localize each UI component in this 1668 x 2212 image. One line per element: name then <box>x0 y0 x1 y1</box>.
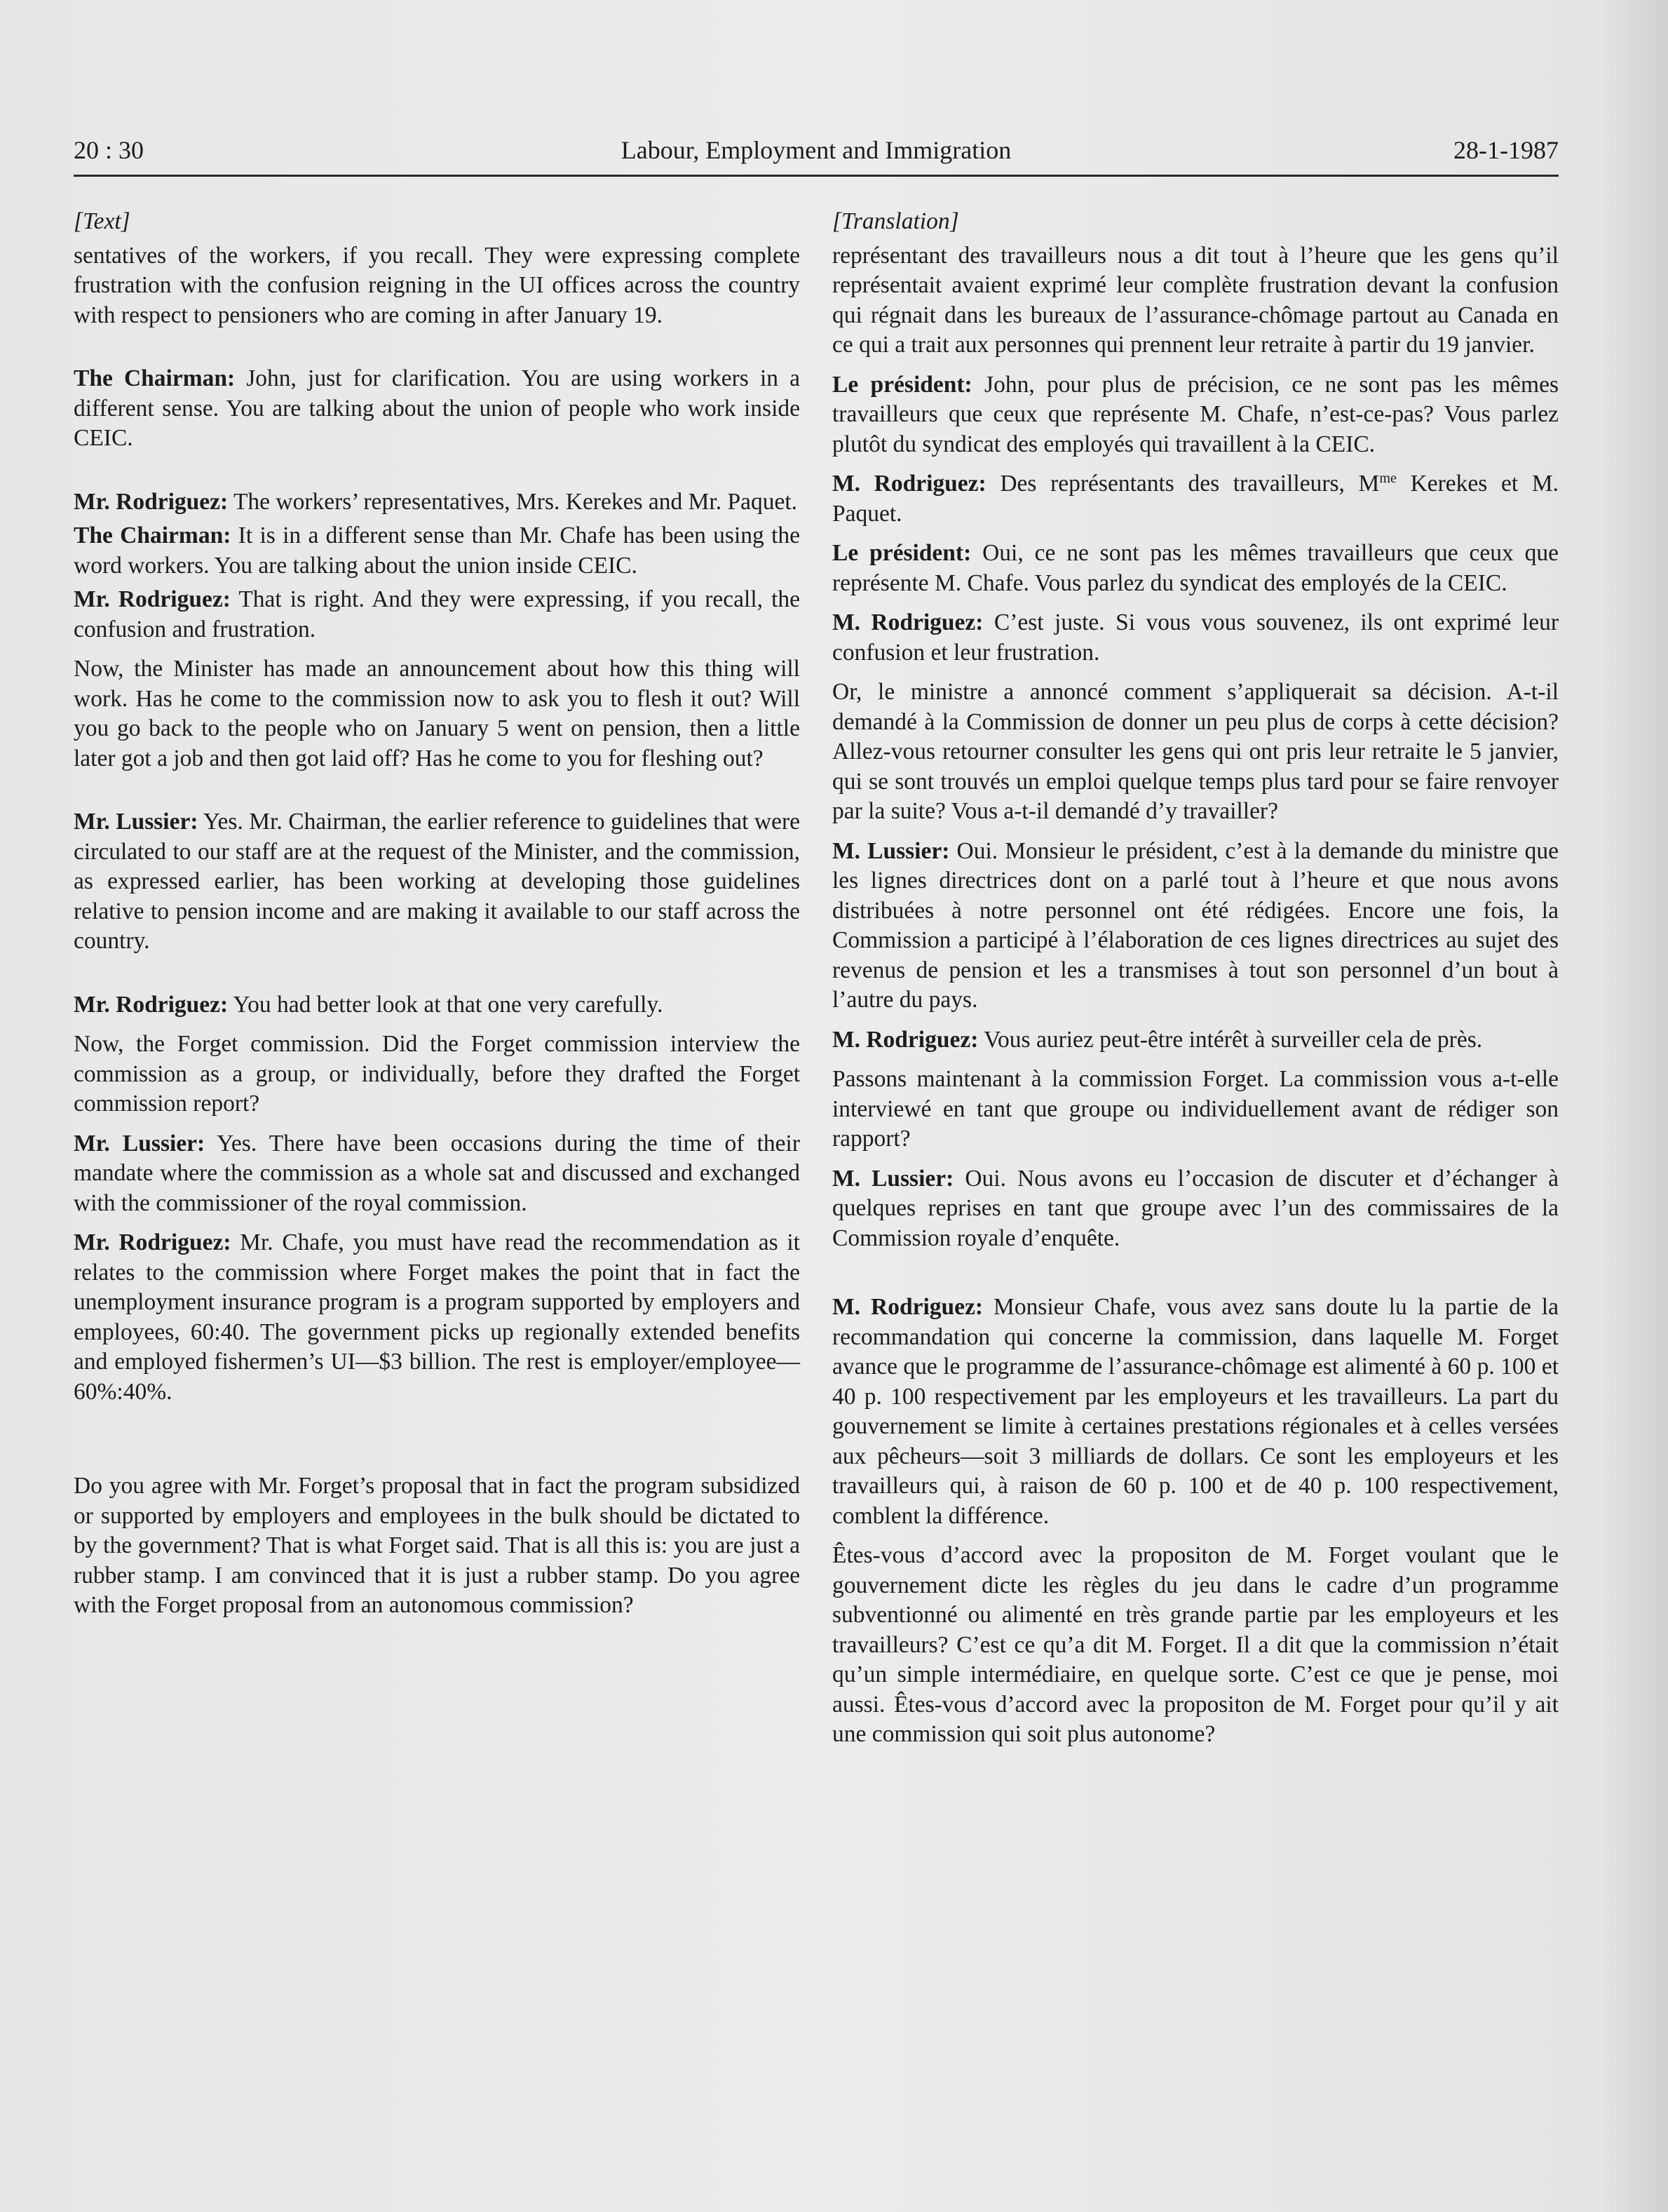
paragraph: The Chairman: It is in a different sense than Mr. Chafe has been using the word workers. You are talking about the union inside CEIC. <box>74 522 800 579</box>
paragraph: Mr. Rodriguez: The workers’ representatives, Mrs. Kerekes and Mr. Paquet. <box>74 488 798 515</box>
paragraph: Mr. Rodriguez: Mr. Chafe, you must have read the recommendation as it relates to the commission where Forget makes the point that in fact the unemployment insurance program is a program supported by employers and employees, 60:40. The government picks up regionally extended benefits and employed fishermen’s UI—$3 billion. The rest is employer/employee—60%:40%. <box>74 1229 800 1405</box>
speaker-name: Le président: <box>832 371 972 398</box>
english-column <box>74 207 800 1621</box>
header-date: 28-1-1987 <box>1453 136 1559 164</box>
speaker-name: M. Rodriguez: <box>832 609 984 635</box>
french-column <box>832 207 1559 1750</box>
translation-tag: [Translation] <box>832 208 959 234</box>
paragraph: sentatives of the workers, if you recall. They were expressing complete frustration with the confusion reigning in the UI offices across the country with respect to pensioners who are coming in after January 19. <box>74 242 800 328</box>
speaker-name: Mr. Rodriguez: <box>74 991 229 1018</box>
paragraph: The Chairman: John, just for clarification. You are using workers in a different sense. You are talking about the union of people who work inside CEIC. <box>74 365 800 451</box>
paragraph: Now, the Minister has made an announcement about how this thing will work. Has he come to the commission now to ask you to flesh it out? Will you go back to the people who on January 5 went on pension, then a little later got a job and then got laid off? Has he come to you for fleshing out? <box>74 656 800 771</box>
speaker-name: Mr. Lussier: <box>74 1130 205 1156</box>
paragraph: M. Rodriguez: C’est juste. Si vous vous souvenez, ils ont exprimé leur confusion et leur frustration. <box>832 609 1559 666</box>
speaker-name: M. Lussier: <box>832 1165 954 1192</box>
paragraph: Now, the Forget commission. Did the Forget commission interview the commission as a group, or individually, before they drafted the Forget commission report? <box>74 1031 800 1117</box>
paragraph: M. Rodriguez: Monsieur Chafe, vous avez sans doute lu la partie de la recommandation qui concerne la commission, dans laquelle M. Forget avance que le programme de l’assurance-chômage est alimenté à 60 p. 100 et 40 p. 100 respectivement par les employeurs et les travailleurs. La part du gouvernement se limite à certaines prestations régionales et à celles versées aux pêcheurs—soit 3 milliards de dollars. Ce sont les employeurs et les travailleurs qui, à raison de 60 p. 100 et de 40 p. 100 respectivement, comblent la différence. <box>832 1294 1559 1529</box>
speaker-name: M. Rodriguez: <box>832 1294 984 1320</box>
running-header <box>74 135 1559 177</box>
speaker-name: Mr. Rodriguez: <box>74 1229 231 1255</box>
speaker-name: M. Rodriguez: <box>832 1026 979 1053</box>
speaker-name: M. Rodriguez: <box>832 471 986 497</box>
speaker-name: The Chairman: <box>74 365 236 391</box>
paragraph: Or, le ministre a annoncé comment s’appliquerait sa décision. A-t-il demandé à la Commission de donner un peu plus de corps à cette décision? Allez-vous retourner consulter les gens qui ont pris leur retraite le 5 janvier, qui se sont trouvés un emploi quelque temps plus tard pour se faire renvoyer par la suite? Vous a-t-il demandé d’y travailler? <box>832 679 1559 824</box>
paragraph: Do you agree with Mr. Forget’s proposal that in fact the program subsidized or supported by employers and employees in the bulk should be dictated to by the government? That is what Forget said. That is all this is: you are just a rubber stamp. I am convinced that it is just a rubber stamp. Do you agree with the Forget proposal from an autonomous commission? <box>74 1473 800 1618</box>
paragraph: Le président: Oui, ce ne sont pas les mêmes travailleurs que ceux que représente M. Chafe. Vous parlez du syndicat des employés de la CEIC. <box>832 540 1559 596</box>
paragraph: M. Rodriguez: Des représentants des travailleurs, $M^{me}$ Kerekes et M. Paquet. <box>832 470 1559 527</box>
speaker-name: M. Lussier: <box>832 837 950 864</box>
page-number: 20 : 30 <box>74 136 144 164</box>
paragraph: M. Rodriguez: Vous auriez peut-être intérêt à surveiller cela de près. <box>832 1026 1483 1053</box>
paragraph: Mr. Rodriguez: That is right. And they were expressing, if you recall, the confusion and frustration. <box>74 586 801 642</box>
paragraph: M. Lussier: Oui. Nous avons eu l’occasion de discuter et d’échanger à quelques reprises en tant que groupe avec l’un des commissaires de la Commission royale d’enquête. <box>832 1165 1559 1251</box>
paragraph: Passons maintenant à la commission Forget. La commission vous a-t-elle interviewé en tant que groupe ou individuellement avant de rédiger son rapport? <box>832 1066 1559 1152</box>
speaker-name: Mr. Lussier: <box>74 809 198 835</box>
speaker-name: Mr. Rodriguez: <box>74 488 229 515</box>
paragraph: M. Lussier: Oui. Monsieur le président, c’est à la demande du ministre que les lignes directrices dont on a parlé tout à l’heure et que nous avons distribuées à notre personnel ont été rédigées. Encore une fois, la Commission a participé à l’élaboration de ces lignes directrices au sujet des revenus de pension et les a transmises à tout son personnel d’un bout à l’autre du pays. <box>832 837 1559 1013</box>
speaker-name: Mr. Rodriguez: <box>74 586 231 612</box>
paragraph: Mr. Lussier: Yes. There have been occasions during the time of their mandate where the commission as a whole sat and discussed and exchanged with the commissioner of the royal commission. <box>74 1130 800 1216</box>
paragraph: Êtes-vous d’accord avec la propositon de M. Forget voulant que le gouvernement dicte les règles du jeu dans le cadre d’un programme subventionné ou alimenté en très grande partie par les employeurs et les travailleurs? C’est ce qu’a dit M. Forget. Il a dit que la commission n’était qu’un simple intermédiaire, en quelque sorte. C’est ce que je pense, moi aussi. Êtes-vous d’accord avec la propositon de M. Forget pour qu’il y ait une commission qui soit plus autonome? <box>832 1542 1559 1747</box>
paragraph: Le président: John, pour plus de précision, ce ne sont pas les mêmes travailleurs que ceux que représente M. Chafe, n’est-ce-pas? Vous parlez plutôt du syndicat des employés qui travaillent à la CEIC. <box>832 371 1559 457</box>
speaker-name: The Chairman: <box>74 522 231 548</box>
text-tag: [Text] <box>74 208 130 234</box>
paragraph: Mr. Lussier: Yes. Mr. Chairman, the earlier reference to guidelines that were circulated to our staff are at the request of the Minister, and the commission, as expressed earlier, has been working at developing those guidelines relative to pension income and are making it available to our staff across the country. <box>74 809 800 954</box>
publication-title: Labour, Employment and Immigration <box>621 136 1012 164</box>
paragraph: représentant des travailleurs nous a dit tout à l’heure que les gens qu’il représentait avaient exprimé leur complète frustration devant la confusion qui régnait dans les bureaux de l’assurance-chômage partout au Canada en ce qui a trait aux personnes qui prennent leur retraite à partir du 19 janvier. <box>832 242 1559 358</box>
speaker-name: Le président: <box>832 540 972 566</box>
paragraph: Mr. Rodriguez: You had better look at that one very carefully. <box>74 991 663 1018</box>
